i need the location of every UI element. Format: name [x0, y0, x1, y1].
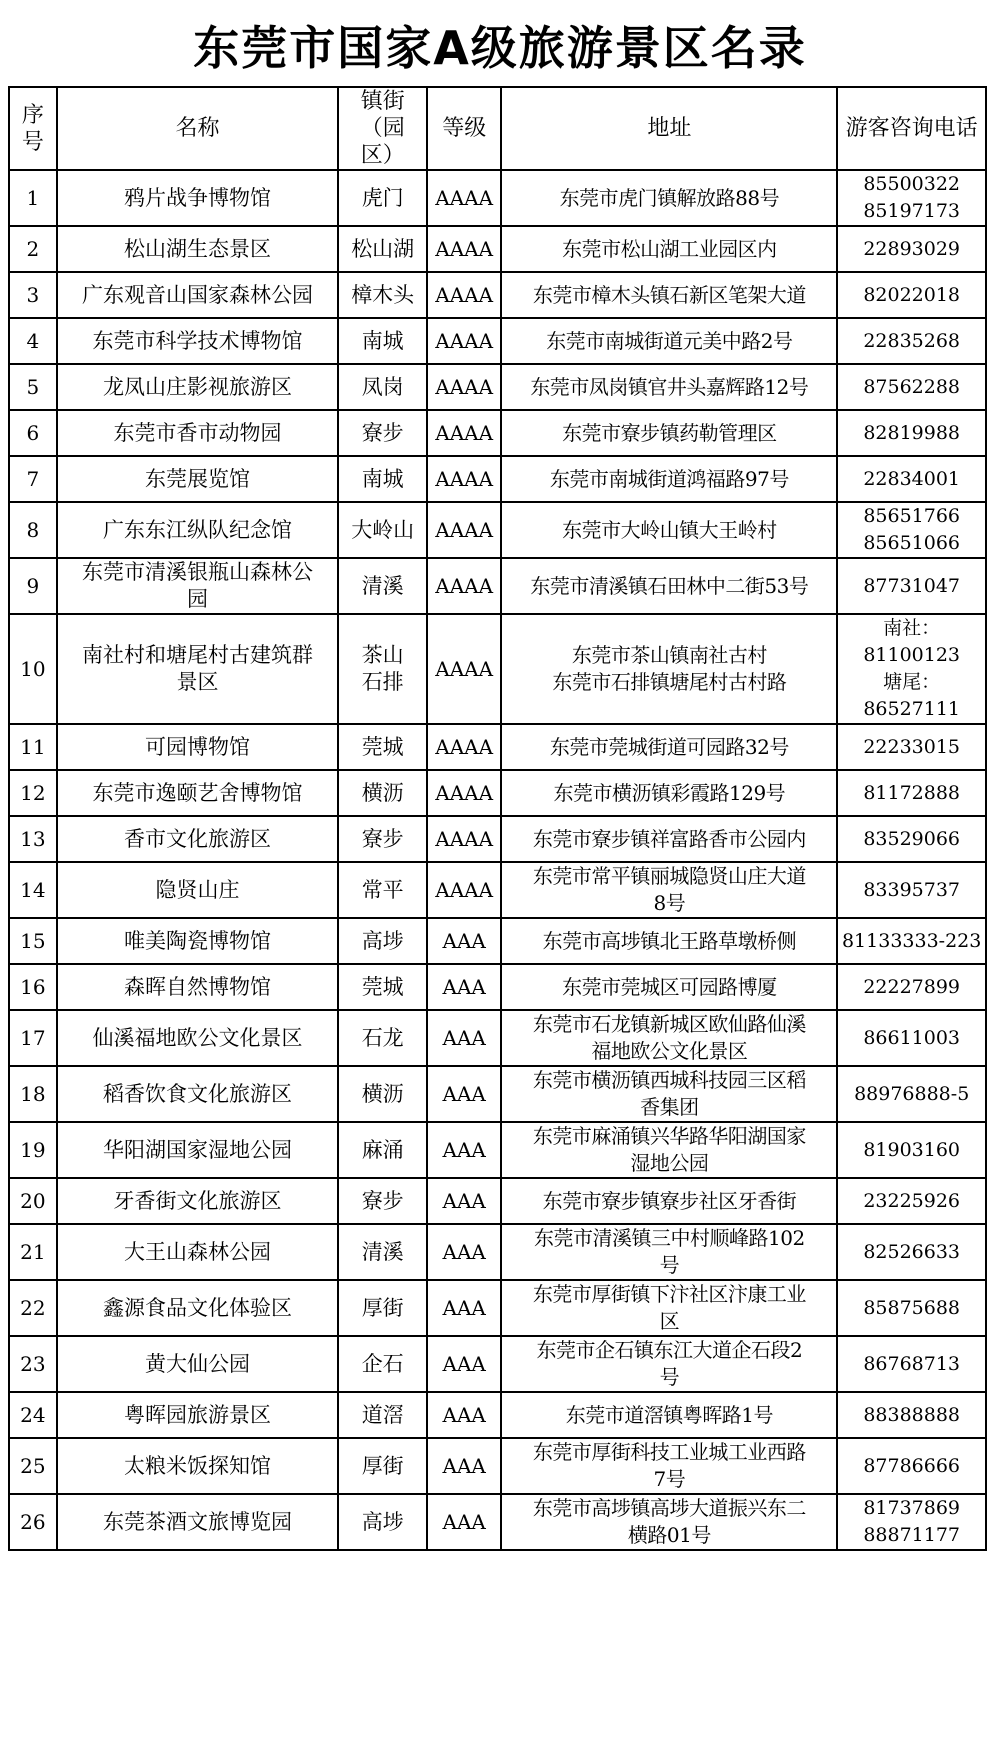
cell-level: AAAA	[427, 170, 501, 226]
cell-seq: 25	[9, 1438, 57, 1494]
cell-town: 松山湖	[338, 226, 427, 272]
table-row	[9, 226, 986, 272]
table-row	[9, 1178, 986, 1224]
cell-name: 黄大仙公园	[57, 1336, 339, 1392]
cell-address: 东莞市大岭山镇大王岭村	[501, 502, 837, 558]
header-row	[9, 87, 986, 170]
cell-seq: 11	[9, 724, 57, 770]
header-level: 等级	[427, 87, 501, 170]
cell-level: AAAA	[427, 272, 501, 318]
cell-name: 牙香街文化旅游区	[57, 1178, 339, 1224]
cell-name: 松山湖生态景区	[57, 226, 339, 272]
cell-seq: 17	[9, 1010, 57, 1066]
cell-name: 仙溪福地欧公文化景区	[57, 1010, 339, 1066]
cell-seq: 7	[9, 456, 57, 502]
cell-address: 东莞市清溪镇石田林中二街53号	[501, 558, 837, 614]
cell-phone: 82022018	[837, 272, 986, 318]
cell-town: 大岭山	[338, 502, 427, 558]
table-row	[9, 364, 986, 410]
cell-name: 东莞展览馆	[57, 456, 339, 502]
cell-level: AAAA	[427, 816, 501, 862]
cell-phone: 83395737	[837, 862, 986, 918]
table-row	[9, 1280, 986, 1336]
cell-seq: 8	[9, 502, 57, 558]
cell-phone: 22227899	[837, 964, 986, 1010]
header-address: 地址	[501, 87, 837, 170]
cell-town: 寮步	[338, 410, 427, 456]
cell-level: AAAA	[427, 226, 501, 272]
cell-town: 清溪	[338, 558, 427, 614]
cell-town: 横沥	[338, 770, 427, 816]
table-row	[9, 170, 986, 226]
cell-name: 唯美陶瓷博物馆	[57, 918, 339, 964]
cell-phone: 22835268	[837, 318, 986, 364]
cell-town: 莞城	[338, 724, 427, 770]
cell-level: AAA	[427, 918, 501, 964]
cell-phone: 23225926	[837, 1178, 986, 1224]
cell-seq: 19	[9, 1122, 57, 1178]
cell-name: 东莞市清溪银瓶山森林公 园	[57, 558, 339, 614]
cell-town: 高埗	[338, 918, 427, 964]
cell-town: 寮步	[338, 1178, 427, 1224]
cell-address: 东莞市常平镇丽城隐贤山庄大道 8号	[501, 862, 837, 918]
table-row	[9, 318, 986, 364]
table-row	[9, 862, 986, 918]
cell-seq: 21	[9, 1224, 57, 1280]
cell-name: 华阳湖国家湿地公园	[57, 1122, 339, 1178]
cell-town: 莞城	[338, 964, 427, 1010]
cell-phone: 81172888	[837, 770, 986, 816]
cell-phone: 87786666	[837, 1438, 986, 1494]
cell-phone: 88976888-5	[837, 1066, 986, 1122]
cell-phone: 85500322 85197173	[837, 170, 986, 226]
cell-name: 广东观音山国家森林公园	[57, 272, 339, 318]
table-row	[9, 816, 986, 862]
table-row	[9, 410, 986, 456]
cell-level: AAA	[427, 1494, 501, 1550]
cell-seq: 23	[9, 1336, 57, 1392]
cell-seq: 6	[9, 410, 57, 456]
cell-level: AAA	[427, 1336, 501, 1392]
cell-level: AAA	[427, 964, 501, 1010]
cell-address: 东莞市石龙镇新城区欧仙路仙溪 福地欧公文化景区	[501, 1010, 837, 1066]
cell-name: 东莞市逸颐艺舍博物馆	[57, 770, 339, 816]
table-row	[9, 272, 986, 318]
cell-town: 虎门	[338, 170, 427, 226]
cell-address: 东莞市高埗镇高埗大道振兴东二 横路01号	[501, 1494, 837, 1550]
cell-address: 东莞市莞城街道可园路32号	[501, 724, 837, 770]
cell-address: 东莞市虎门镇解放路88号	[501, 170, 837, 226]
cell-seq: 12	[9, 770, 57, 816]
cell-name: 隐贤山庄	[57, 862, 339, 918]
cell-phone: 22893029	[837, 226, 986, 272]
cell-level: AAAA	[427, 456, 501, 502]
cell-address: 东莞市凤岗镇官井头嘉辉路12号	[501, 364, 837, 410]
cell-town: 道滘	[338, 1392, 427, 1438]
cell-name: 大王山森林公园	[57, 1224, 339, 1280]
cell-town: 樟木头	[338, 272, 427, 318]
cell-town: 厚街	[338, 1438, 427, 1494]
cell-address: 东莞市企石镇东江大道企石段2 号	[501, 1336, 837, 1392]
cell-town: 南城	[338, 456, 427, 502]
cell-phone: 81903160	[837, 1122, 986, 1178]
table-row	[9, 1066, 986, 1122]
cell-town: 常平	[338, 862, 427, 918]
cell-phone: 22834001	[837, 456, 986, 502]
cell-level: AAA	[427, 1010, 501, 1066]
cell-seq: 1	[9, 170, 57, 226]
cell-level: AAA	[427, 1392, 501, 1438]
table-row	[9, 1494, 986, 1550]
cell-level: AAA	[427, 1280, 501, 1336]
cell-level: AAAA	[427, 770, 501, 816]
cell-level: AAAA	[427, 410, 501, 456]
cell-name: 鑫源食品文化体验区	[57, 1280, 339, 1336]
cell-seq: 14	[9, 862, 57, 918]
cell-address: 东莞市寮步镇祥富路香市公园内	[501, 816, 837, 862]
cell-address: 东莞市寮步镇寮步社区牙香街	[501, 1178, 837, 1224]
table-row	[9, 918, 986, 964]
cell-phone: 86768713	[837, 1336, 986, 1392]
cell-name: 森晖自然博物馆	[57, 964, 339, 1010]
cell-town: 高埗	[338, 1494, 427, 1550]
cell-level: AAAA	[427, 558, 501, 614]
cell-address: 东莞市清溪镇三中村顺峰路102 号	[501, 1224, 837, 1280]
cell-level: AAAA	[427, 318, 501, 364]
cell-town: 寮步	[338, 816, 427, 862]
cell-seq: 26	[9, 1494, 57, 1550]
table-row	[9, 1438, 986, 1494]
cell-address: 东莞市横沥镇西城科技园三区稻 香集团	[501, 1066, 837, 1122]
cell-name: 粤晖园旅游景区	[57, 1392, 339, 1438]
cell-seq: 5	[9, 364, 57, 410]
header-phone: 游客咨询电话	[837, 87, 986, 170]
table-row	[9, 724, 986, 770]
cell-seq: 9	[9, 558, 57, 614]
header-town: 镇街 （园 区）	[338, 87, 427, 170]
cell-phone: 81133333-223	[837, 918, 986, 964]
cell-address: 东莞市南城街道鸿福路97号	[501, 456, 837, 502]
cell-level: AAA	[427, 1178, 501, 1224]
cell-name: 广东东江纵队纪念馆	[57, 502, 339, 558]
table-row	[9, 502, 986, 558]
cell-address: 东莞市高埗镇北王路草墩桥侧	[501, 918, 837, 964]
cell-level: AAAA	[427, 614, 501, 724]
cell-phone: 88388888	[837, 1392, 986, 1438]
cell-address: 东莞市寮步镇药勒管理区	[501, 410, 837, 456]
cell-address: 东莞市麻涌镇兴华路华阳湖国家 湿地公园	[501, 1122, 837, 1178]
cell-phone: 22233015	[837, 724, 986, 770]
cell-phone: 85875688	[837, 1280, 986, 1336]
cell-level: AAA	[427, 1066, 501, 1122]
cell-seq: 10	[9, 614, 57, 724]
cell-seq: 3	[9, 272, 57, 318]
cell-seq: 2	[9, 226, 57, 272]
cell-address: 东莞市厚街镇下汴社区汴康工业 区	[501, 1280, 837, 1336]
cell-level: AAA	[427, 1122, 501, 1178]
cell-address: 东莞市松山湖工业园区内	[501, 226, 837, 272]
cell-address: 东莞市莞城区可园路博厦	[501, 964, 837, 1010]
cell-level: AAAA	[427, 502, 501, 558]
table-row	[9, 558, 986, 614]
cell-phone: 87731047	[837, 558, 986, 614]
cell-seq: 18	[9, 1066, 57, 1122]
cell-address: 东莞市道滘镇粤晖路1号	[501, 1392, 837, 1438]
cell-phone: 86611003	[837, 1010, 986, 1066]
cell-phone: 85651766 85651066	[837, 502, 986, 558]
table-row	[9, 1224, 986, 1280]
cell-name: 鸦片战争博物馆	[57, 170, 339, 226]
cell-name: 东莞茶酒文旅博览园	[57, 1494, 339, 1550]
header-seq: 序 号	[9, 87, 57, 170]
cell-seq: 16	[9, 964, 57, 1010]
table-row	[9, 1122, 986, 1178]
cell-town: 麻涌	[338, 1122, 427, 1178]
cell-town: 厚街	[338, 1280, 427, 1336]
cell-name: 南社村和塘尾村古建筑群 景区	[57, 614, 339, 724]
cell-town: 石龙	[338, 1010, 427, 1066]
cell-level: AAAA	[427, 862, 501, 918]
table-row	[9, 964, 986, 1010]
cell-phone: 82819988	[837, 410, 986, 456]
table-row	[9, 1392, 986, 1438]
table-row	[9, 456, 986, 502]
cell-town: 横沥	[338, 1066, 427, 1122]
cell-address: 东莞市茶山镇南社古村 东莞市石排镇塘尾村古村路	[501, 614, 837, 724]
cell-address: 东莞市厚街科技工业城工业西路 7号	[501, 1438, 837, 1494]
cell-phone: 87562288	[837, 364, 986, 410]
cell-phone: 82526633	[837, 1224, 986, 1280]
cell-town: 企石	[338, 1336, 427, 1392]
table-row	[9, 1336, 986, 1392]
cell-address: 东莞市南城街道元美中路2号	[501, 318, 837, 364]
cell-name: 东莞市香市动物园	[57, 410, 339, 456]
cell-phone: 南社： 81100123 塘尾： 86527111	[837, 614, 986, 724]
cell-level: AAAA	[427, 724, 501, 770]
cell-level: AAAA	[427, 364, 501, 410]
cell-address: 东莞市横沥镇彩霞路129号	[501, 770, 837, 816]
cell-town: 凤岗	[338, 364, 427, 410]
cell-phone: 83529066	[837, 816, 986, 862]
cell-name: 龙凤山庄影视旅游区	[57, 364, 339, 410]
cell-address: 东莞市樟木头镇石新区笔架大道	[501, 272, 837, 318]
cell-name: 稻香饮食文化旅游区	[57, 1066, 339, 1122]
scenic-area-table	[8, 86, 987, 1551]
cell-town: 南城	[338, 318, 427, 364]
cell-town: 茶山 石排	[338, 614, 427, 724]
page-title: 东莞市国家A级旅游景区名录	[193, 21, 807, 75]
cell-town: 清溪	[338, 1224, 427, 1280]
cell-level: AAA	[427, 1438, 501, 1494]
cell-seq: 4	[9, 318, 57, 364]
cell-seq: 24	[9, 1392, 57, 1438]
cell-name: 太粮米饭探知馆	[57, 1438, 339, 1494]
cell-seq: 13	[9, 816, 57, 862]
table-row	[9, 614, 986, 724]
cell-seq: 20	[9, 1178, 57, 1224]
cell-phone: 81737869 88871177	[837, 1494, 986, 1550]
table-row	[9, 770, 986, 816]
cell-name: 香市文化旅游区	[57, 816, 339, 862]
header-name: 名称	[57, 87, 339, 170]
cell-level: AAA	[427, 1224, 501, 1280]
cell-name: 可园博物馆	[57, 724, 339, 770]
cell-seq: 15	[9, 918, 57, 964]
cell-name: 东莞市科学技术博物馆	[57, 318, 339, 364]
cell-seq: 22	[9, 1280, 57, 1336]
table-row	[9, 1010, 986, 1066]
